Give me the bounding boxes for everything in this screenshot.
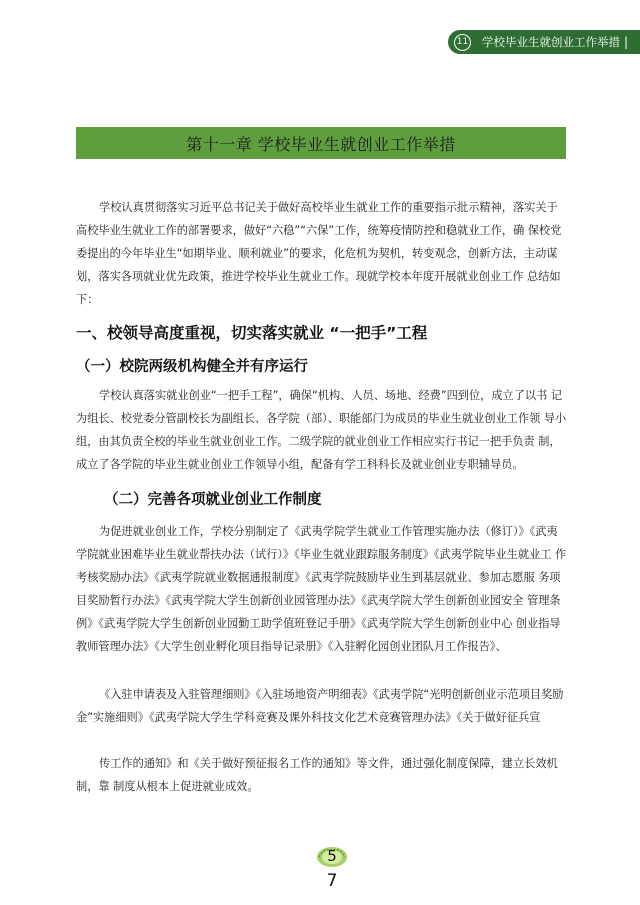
subsection-2-paragraph-2: 《入驻申请表及入驻管理细则》《入驻场地资产明细表》《武夷学院“光明创新创业示范项目奖励 金”实施细则》《武夷学院大学生学科竞赛及课外科技文化艺术竞赛管理办法》《关于做好征兵宣 (76, 688, 564, 724)
page-number-bottom: 7 (326, 871, 338, 891)
chapter-banner (76, 127, 566, 159)
intro-paragraph: 学校认真贯彻落实习近平总书记关于做好高校毕业生就业工作的重要指示批示精神，落实关于高校毕业生就业工作的部署要求，做好“六稳”“六保”工作，统筹疫情防控和稳就业工作，确 保校党委提出的今年毕业生“如期毕业、顺利就业”的要求，化危机为契机，转变观念，创新方法，主动谋划，落实各项就业优先政策，推进学校毕业生就业工作。现就学校本年度开展就业创业工作 总结如下： (76, 201, 562, 306)
subsection-2-paragraph-3: 传工作的通知》和《关于做好预征报名工作的通知》等文件，通过强化制度保障，建立长效机制，靠 制度从根本上促进就业成效。 (76, 757, 558, 793)
chapter-title: 第十一章 学校毕业生就创业工作举措 (186, 134, 456, 154)
subsection-heading-2: （二）完善各项就业创业工作制度 (104, 492, 322, 508)
subsection-heading-1: （一）校院两级机构健全并有序运行 (76, 359, 308, 375)
subsection-2-paragraph-1: 为促进就业创业工作，学校分别制定了《武夷学院学生就业工作管理实施办法（修订）》《武夷 学院就业困难毕业生就业帮扶办法（试行）》《毕业生就业跟踪服务制度》《武夷学院毕业生就业工 作考核奖励办法》《武夷学院就业数据通报制度》《武夷学院鼓励毕业生到基层就业、参加志愿服 务项目奖励暂行办法》《武夷学院大学生创新创业园管理办法》《武夷学院大学生创新创业园安全 管理条例》《武夷学院大学生创新创业园勤工助学值班登记手册》《武夷学院大学生创新创业中心 创业指导教师管理办法》《大学生创业孵化项目指导记录册》《入驻孵化园创业团队月工作报告》、 (76, 525, 567, 653)
running-header-title: 学校毕业生就创业工作举措 (482, 35, 620, 49)
section-heading: 一、校领导高度重视，切实落实就业 “一把手”工程 (76, 324, 428, 342)
subsection-1-paragraph: 学校认真落实就业创业“一把手工程”，确保“机构、人员、场地、经费”四到位，成立了以书 记为组长、校党委分管副校长为副组长、各学院（部）、职能部门为成员的毕业生就业创业工作领 导小组，由其负责全校的毕业生就业创业工作。二级学院的就业创业工作相应实行书记一把手负责 制，成立了各学院的毕业生就业创业工作领导小组，配备有学工科科长及就业创业专职辅导员。 (76, 389, 567, 471)
running-header (448, 30, 640, 54)
page-number-top: 5 (327, 847, 337, 865)
running-header-separator: | (624, 35, 629, 49)
chapter-number-badge: 11 (454, 34, 471, 51)
